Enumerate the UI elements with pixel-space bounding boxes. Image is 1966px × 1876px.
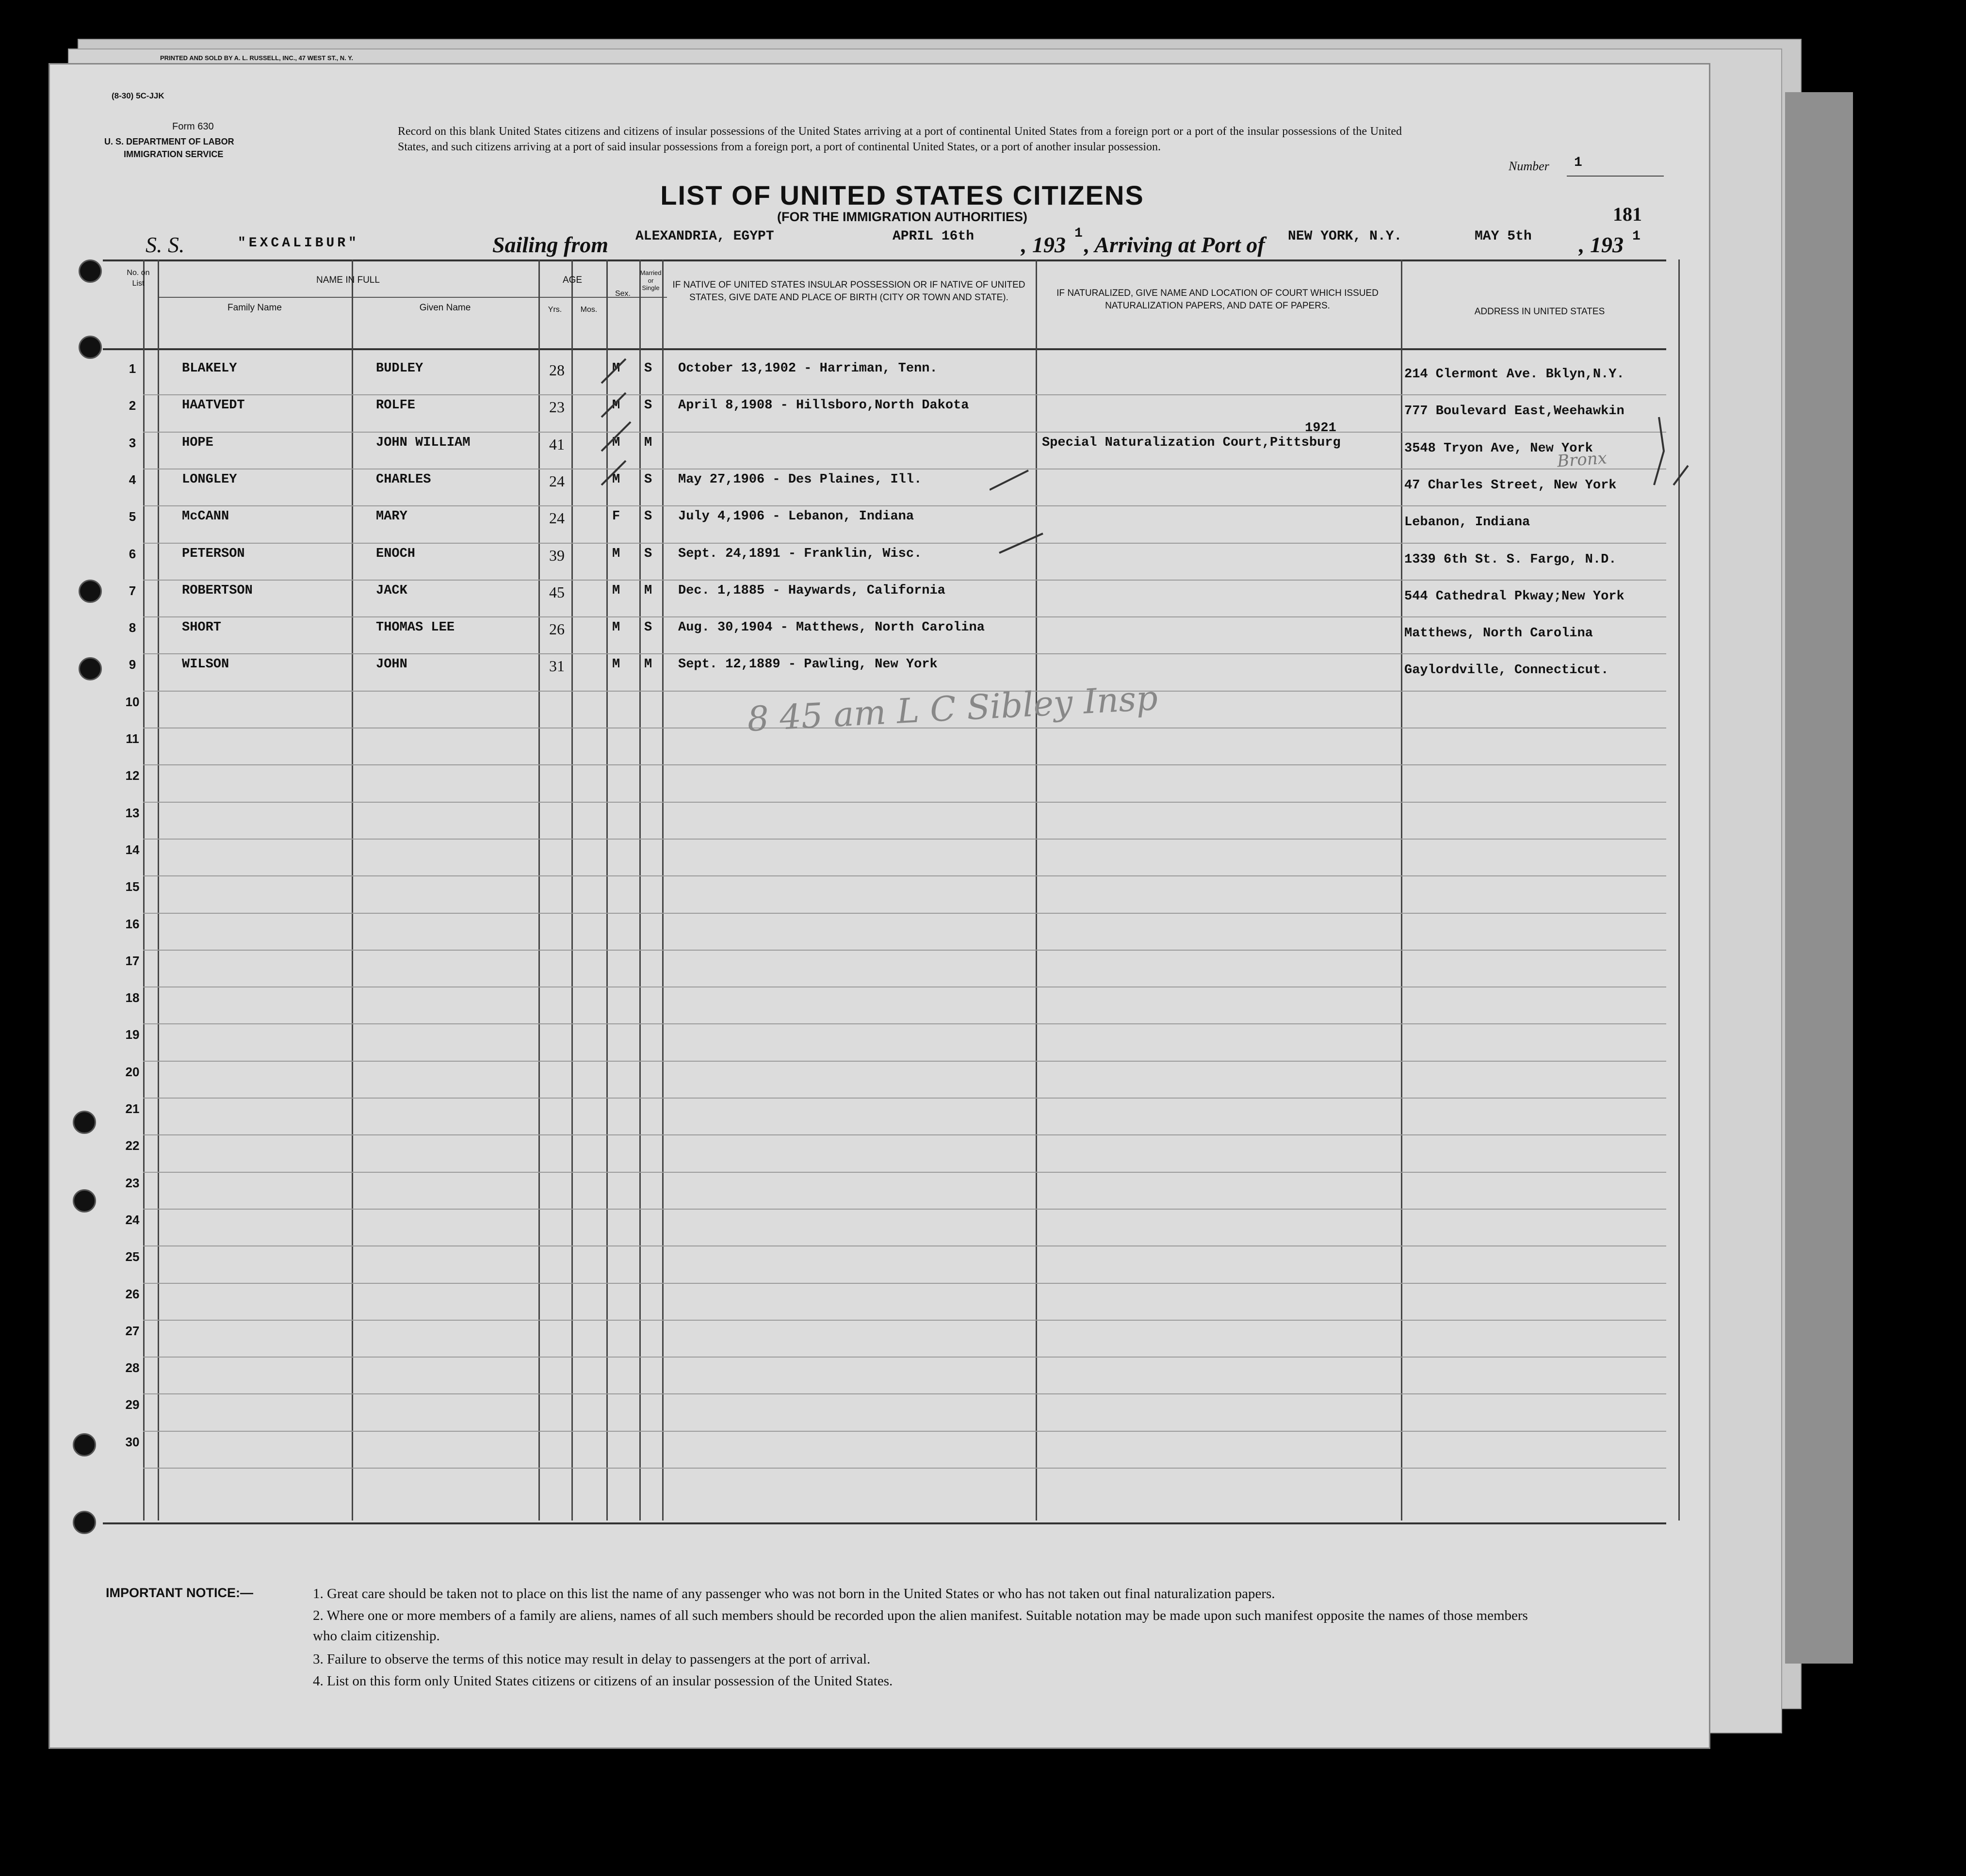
row-number: 9 — [129, 657, 136, 672]
given-name: JACK — [376, 583, 407, 598]
sex: M — [612, 657, 620, 672]
header-address: ADDRESS IN UNITED STATES — [1474, 307, 1605, 317]
arrival-date: MAY 5th — [1475, 229, 1532, 244]
header-given-name: Given Name — [419, 303, 471, 313]
header-sex: Sex. — [615, 290, 631, 298]
row-rule — [143, 616, 1666, 617]
col-rule — [1401, 259, 1402, 1520]
naturalization-year: 1921 — [1305, 420, 1336, 436]
given-name: BUDLEY — [376, 361, 423, 376]
header-yrs: Yrs. — [548, 306, 562, 314]
row-rule — [143, 1468, 1666, 1469]
sex: M — [612, 398, 620, 413]
arrival-port: NEW YORK, N.Y. — [1288, 229, 1402, 244]
age-years: 26 — [549, 620, 565, 638]
sex: M — [612, 472, 620, 487]
given-name: THOMAS LEE — [376, 620, 455, 635]
row-rule — [143, 1431, 1666, 1432]
department: U. S. DEPARTMENT OF LABOR — [104, 137, 234, 146]
family-name: McCANN — [182, 509, 229, 524]
instructions: Record on this blank United States citizens and citizens of insular possessions of the United States arriving at a port of continental United States from a foreign port or a port of the insular possessions of the United States, and such citizens arriving at a port of said insular possessions from a foreign port, a port of continental United States, or a port of another insular possession. — [398, 125, 1402, 154]
row-rule — [143, 764, 1666, 765]
row-rule — [143, 1357, 1666, 1358]
col-rule — [352, 259, 353, 1520]
row-number: 19 — [125, 1027, 140, 1042]
address: Lebanon, Indiana — [1404, 515, 1530, 530]
number-underline — [1567, 176, 1664, 177]
punch-hole — [79, 580, 102, 603]
birth-info: April 8,1908 - Hillsboro,North Dakota — [678, 398, 969, 413]
row-number: 11 — [126, 731, 139, 746]
row-rule — [143, 653, 1666, 654]
punch-hole — [73, 1111, 96, 1134]
marital-status: M — [644, 657, 652, 672]
marital-status: S — [644, 398, 652, 413]
row-rule — [143, 1061, 1666, 1062]
marital-status: S — [644, 361, 652, 376]
row-number: 10 — [125, 694, 140, 709]
age-years: 24 — [549, 472, 565, 490]
row-number: 4 — [129, 472, 136, 487]
row-number: 27 — [125, 1323, 140, 1338]
row-number: 29 — [125, 1397, 140, 1412]
address: 544 Cathedral Pkway;New York — [1404, 589, 1625, 604]
row-number: 16 — [125, 916, 140, 931]
address: 3548 Tryon Ave, New York — [1404, 441, 1593, 456]
age-years: 28 — [549, 361, 565, 379]
punch-hole — [73, 1433, 96, 1456]
row-number: 21 — [125, 1101, 140, 1116]
family-name: PETERSON — [182, 546, 245, 561]
address: 47 Charles Street, New York — [1404, 478, 1617, 493]
row-rule — [143, 1245, 1666, 1246]
sex: M — [612, 620, 620, 635]
header-no-on-list: No. on List — [127, 269, 150, 288]
row-number: 6 — [129, 546, 136, 561]
row-number: 12 — [125, 768, 140, 783]
row-number: 2 — [129, 398, 136, 413]
family-name: LONGLEY — [182, 472, 237, 487]
marital-status: M — [644, 435, 652, 450]
row-number: 5 — [129, 509, 136, 524]
sailing-label: Sailing from — [492, 232, 609, 257]
birth-info: Sept. 12,1889 - Pawling, New York — [678, 657, 938, 672]
row-rule — [143, 1172, 1666, 1173]
pencil-tick-marks — [597, 340, 665, 679]
header-mos: Mos. — [580, 306, 598, 314]
age-years: 45 — [549, 583, 565, 601]
punch-hole — [73, 1189, 96, 1213]
row-number: 14 — [125, 842, 140, 857]
notice-label: IMPORTANT NOTICE:— — [106, 1585, 253, 1600]
row-number: 18 — [125, 990, 140, 1005]
punch-hole — [79, 259, 102, 283]
row-rule — [143, 1134, 1666, 1135]
given-name: ROLFE — [376, 398, 416, 413]
col-rule — [538, 259, 540, 1520]
row-number: 15 — [125, 879, 140, 894]
ship-name: "EXCALIBUR" — [238, 236, 359, 251]
punch-hole — [79, 336, 102, 359]
marital-status: S — [644, 620, 652, 635]
address: 777 Boulevard East,Weehawkin — [1404, 404, 1625, 419]
row-rule — [143, 1320, 1666, 1321]
row-number: 25 — [125, 1249, 140, 1264]
form-code: (8-30) 5C-JJK — [112, 91, 164, 100]
address: Gaylordville, Connecticut. — [1404, 663, 1609, 678]
age-years: 41 — [549, 435, 565, 453]
given-name: JOHN WILLIAM — [376, 435, 471, 450]
notice-item-4: 4. List on this form only United States citizens or citizens of an insular possession of the United States. — [313, 1673, 893, 1689]
sex: M — [612, 361, 620, 376]
header-family-name: Family Name — [227, 303, 282, 313]
row-number: 20 — [125, 1064, 140, 1079]
age-years: 31 — [549, 657, 565, 675]
family-name: BLAKELY — [182, 361, 237, 376]
birth-info: May 27,1906 - Des Plaines, Ill. — [678, 472, 922, 487]
age-years: 23 — [549, 398, 565, 416]
ss-label: S. S. — [146, 232, 185, 257]
header-name-in-full: NAME IN FULL — [316, 275, 380, 285]
year-digit-1: 1 — [1074, 226, 1083, 241]
number-label: Number — [1509, 159, 1549, 173]
row-number: 3 — [129, 435, 136, 450]
departure-date: APRIL 16th — [893, 229, 975, 244]
age-years: 39 — [549, 546, 565, 564]
row-rule — [143, 580, 1666, 581]
row-rule — [143, 1393, 1666, 1394]
address: 1339 6th St. S. Fargo, N.D. — [1404, 552, 1617, 567]
year-prefix-1: , 193 — [1021, 232, 1066, 257]
birth-info: Dec. 1,1885 - Haywards, California — [678, 583, 945, 598]
row-rule — [143, 432, 1666, 433]
notice-item-3: 3. Failure to observe the terms of this notice may result in delay to passengers at the port of arrival. — [313, 1651, 871, 1667]
number-value: 1 — [1574, 155, 1582, 170]
row-number: 17 — [125, 953, 140, 968]
pencil-annotation-marks — [990, 446, 1096, 567]
page-title: LIST OF UNITED STATES CITIZENS — [660, 180, 1144, 210]
given-name: CHARLES — [376, 472, 431, 487]
family-name: HOPE — [182, 435, 213, 450]
header-birth: IF NATIVE OF UNITED STATES INSULAR POSSESSION OR IF NATIVE OF UNITED STATES, GIVE DATE AND PLACE OF BIRTH (CITY OR TOWN AND STATE). — [672, 280, 1025, 303]
departure-port: ALEXANDRIA, EGYPT — [635, 229, 774, 244]
naturalization-info: Special Naturalization Court,Pittsburg — [1042, 435, 1341, 450]
header-married-single: Married or Single — [640, 269, 662, 292]
marital-status: S — [644, 472, 652, 487]
row-number: 23 — [125, 1175, 140, 1190]
row-rule — [143, 1098, 1666, 1099]
row-rule — [143, 950, 1666, 951]
row-rule — [143, 802, 1666, 803]
handwritten-bronx: Bronx — [1556, 448, 1608, 471]
birth-info: October 13,1902 - Harriman, Tenn. — [678, 361, 938, 376]
given-name: ENOCH — [376, 546, 416, 561]
address: Matthews, North Carolina — [1404, 626, 1593, 641]
header-age: AGE — [562, 275, 583, 285]
form-number: Form 630 — [172, 121, 214, 132]
row-rule — [143, 1283, 1666, 1284]
birth-info: July 4,1906 - Lebanon, Indiana — [678, 509, 914, 524]
year-prefix-2: , 193 — [1579, 232, 1624, 257]
row-rule — [143, 839, 1666, 840]
given-name: JOHN — [376, 657, 407, 672]
sex: F — [612, 509, 620, 524]
notice-item-2: 2. Where one or more members of a family are aliens, names of all such members should be recorded upon the alien manifest. Suitable notation may be made upon such manifest opposite the names of those members who claim citizenship. — [313, 1608, 1528, 1644]
age-years: 24 — [549, 509, 565, 527]
row-number: 30 — [125, 1434, 140, 1449]
birth-info: Sept. 24,1891 - Franklin, Wisc. — [678, 546, 922, 561]
row-number: 7 — [129, 583, 136, 598]
row-number: 24 — [125, 1212, 140, 1227]
header-bottom-rule — [103, 348, 1666, 350]
page-number: 181 — [1613, 203, 1642, 225]
folder-edge — [1785, 92, 1853, 1664]
family-name: ROBERTSON — [182, 583, 253, 598]
row-rule — [143, 1023, 1666, 1024]
family-name: WILSON — [182, 657, 229, 672]
service: IMMIGRATION SERVICE — [124, 149, 224, 159]
col-rule — [571, 259, 573, 1520]
family-name: SHORT — [182, 620, 222, 635]
family-name: HAATVEDT — [182, 398, 245, 413]
row-number: 1 — [129, 361, 136, 376]
notice-item-1: 1. Great care should be taken not to place on this list the name of any passenger who was not born in the United States or who has not taken out final naturalization papers. — [313, 1586, 1275, 1601]
row-number: 13 — [125, 805, 140, 820]
row-rule — [143, 913, 1666, 914]
header-naturalized: IF NATURALIZED, GIVE NAME AND LOCATION OF COURT WHICH ISSUED NATURALIZATION PAPERS, AND DATE OF PAPERS. — [1056, 288, 1379, 311]
page-subtitle: (FOR THE IMMIGRATION AUTHORITIES) — [777, 210, 1027, 224]
sex: M — [612, 546, 620, 561]
given-name: MARY — [376, 509, 407, 524]
address: 214 Clermont Ave. Bklyn,N.Y. — [1404, 367, 1625, 382]
year-digit-2: 1 — [1632, 229, 1641, 244]
row-number: 28 — [125, 1360, 140, 1375]
sex: M — [612, 435, 620, 450]
marital-status: M — [644, 583, 652, 598]
sex: M — [612, 583, 620, 598]
punch-hole — [73, 1511, 96, 1534]
col-rule — [158, 259, 159, 1520]
row-rule — [143, 505, 1666, 506]
row-number: 26 — [125, 1286, 140, 1301]
handwritten-inspector-stamp: 8 45 am L C Sibley Insp — [746, 678, 1159, 740]
printer-line: PRINTED AND SOLD BY A. L. RUSSELL, INC., 47 WEST ST., N. Y. — [160, 54, 353, 62]
row-number: 8 — [129, 620, 136, 635]
pencil-bracket — [1644, 412, 1693, 514]
row-number: 22 — [125, 1138, 140, 1153]
row-rule — [143, 394, 1666, 395]
row-rule — [143, 543, 1666, 544]
arriving-label: , Arriving at Port of — [1084, 232, 1265, 257]
marital-status: S — [644, 509, 652, 524]
marital-status: S — [644, 546, 652, 561]
row-rule — [143, 1209, 1666, 1210]
punch-hole — [79, 657, 102, 680]
row-rule — [143, 875, 1666, 876]
birth-info: Aug. 30,1904 - Matthews, North Carolina — [678, 620, 985, 635]
